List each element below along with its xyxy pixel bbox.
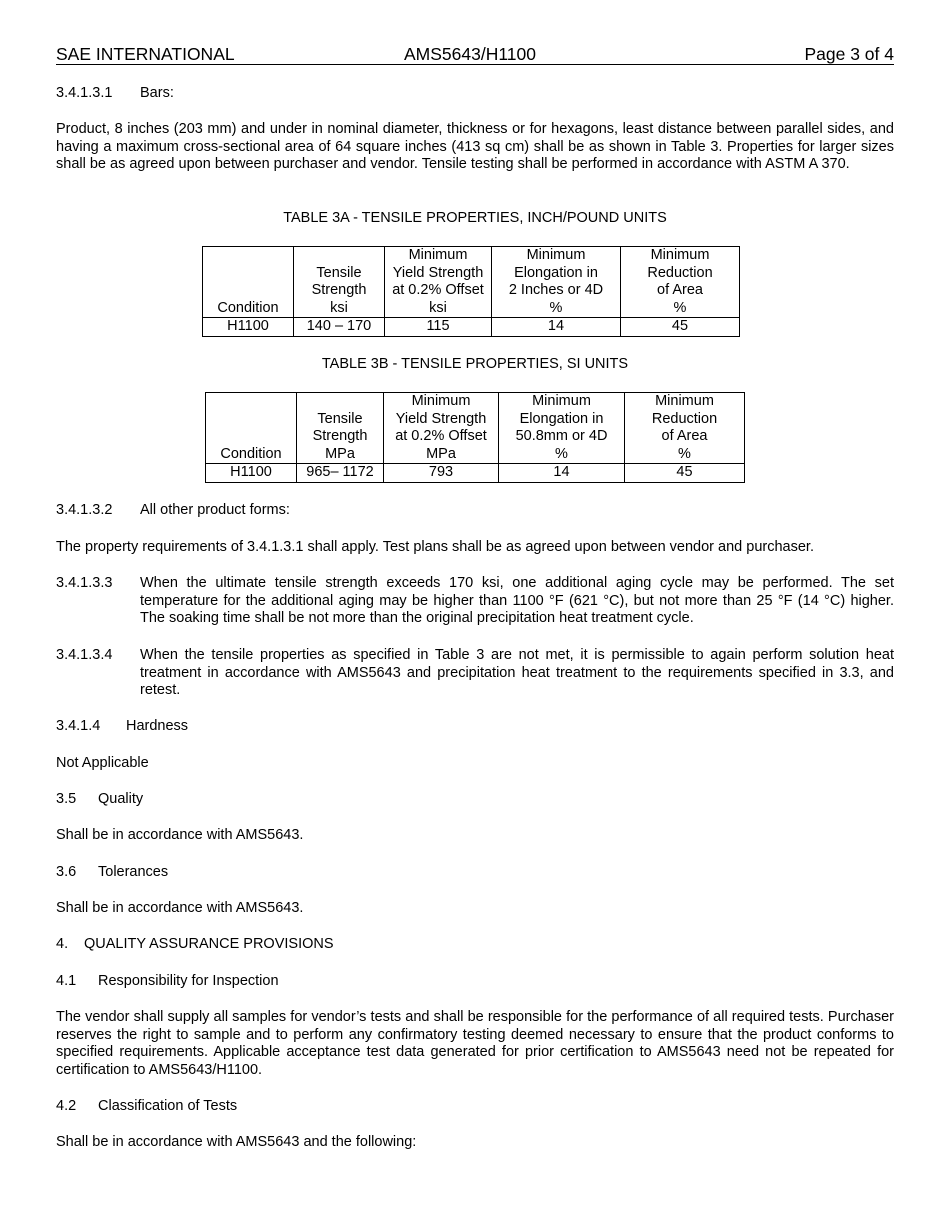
section-number: 3.4.1.3.2	[56, 502, 113, 518]
cell-reduction-of-area: 45	[621, 318, 740, 337]
tolerances-text: Shall be in accordance with AMS5643.	[56, 900, 304, 916]
cell-elongation: 14	[492, 318, 621, 337]
section-heading-3-4-1-4	[56, 718, 894, 736]
classification-text: Shall be in accordance with AMS5643 and the following:	[56, 1134, 417, 1150]
col-header-condition: Condition	[203, 247, 294, 318]
other-forms-paragraph: The property requirements of 3.4.1.3.1 shall apply. Test plans shall be as agreed upon between vendor and purchaser.	[56, 539, 814, 555]
cell-condition: H1100	[203, 318, 294, 337]
cell-yield-strength: 793	[384, 464, 499, 483]
section-number: 4.2	[56, 1098, 77, 1114]
col-header-yield-strength: Minimum Yield Strength at 0.2% Offset MPa	[384, 393, 499, 464]
section-heading-3-4-1-3-2	[56, 502, 894, 520]
section-title: Classification of Tests	[98, 1098, 238, 1114]
cell-tensile-strength: 965– 1172	[297, 464, 384, 483]
section-title: QUALITY ASSURANCE PROVISIONS	[84, 936, 334, 952]
section-heading-3-6	[56, 864, 894, 882]
col-header-reduction-of-area: Minimum Reduction of Area %	[621, 247, 740, 318]
col-header-reduction-of-area: Minimum Reduction of Area %	[625, 393, 745, 464]
table-3a-caption: TABLE 3A - TENSILE PROPERTIES, INCH/POUND UNITS	[283, 210, 667, 226]
section-number: 3.6	[56, 864, 77, 880]
cell-condition: H1100	[206, 464, 297, 483]
responsibility-paragraph: The vendor shall supply all samples for vendor’s tests and shall be responsible for the performance of all required tests. Purchaser reserves the right to sample and to perform any confirmatory testing deemed necessary to ensure that the product conforms to specified requirements. Applicable acceptance test data generated for prior certification to AMS5643 need not be repeated for certification to AMS5643/H1100.	[56, 1009, 894, 1078]
section-3-4-1-3-3-text: When the ultimate tensile strength exceeds 170 ksi, one additional aging cycle may be performed. The set temperature for the additional aging may be higher than 1100 °F (621 °C), but not more than 25 °F (14 °C) higher. The soaking time shall be not more than the original precipitation heat treatment cycle.	[140, 575, 894, 626]
col-header-elongation: Minimum Elongation in 2 Inches or 4D %	[492, 247, 621, 318]
section-title: Hardness	[126, 718, 189, 734]
cell-tensile-strength: 140 – 170	[294, 318, 385, 337]
section-title: All other product forms:	[140, 502, 290, 518]
header-page-number: Page 3 of 4	[804, 44, 894, 64]
section-3-4-1-3-4-text: When the tensile properties as specified in Table 3 are not met, it is permissible to again perform solution heat treatment in accordance with AMS5643 and precipitation heat treatment to the requirements specified in 3.3, and retest.	[140, 647, 894, 698]
section-heading-4-2	[56, 1098, 894, 1116]
cell-reduction-of-area: 45	[625, 464, 745, 483]
col-header-condition: Condition	[206, 393, 297, 464]
section-number: 4.	[56, 936, 69, 952]
table-3a	[202, 246, 740, 337]
section-title: Responsibility for Inspection	[98, 973, 279, 989]
cell-elongation: 14	[499, 464, 625, 483]
quality-text: Shall be in accordance with AMS5643.	[56, 827, 304, 843]
header-org: SAE INTERNATIONAL	[56, 44, 235, 64]
col-header-tensile-strength: Tensile Strength ksi	[294, 247, 385, 318]
table-header-row	[206, 393, 745, 464]
bars-paragraph: Product, 8 inches (203 mm) and under in nominal diameter, thickness or for hexagons, least distance between parallel sides, and having a maximum cross-sectional area of 64 square inches (413 sq cm) shall be as shown in Table 3. Properties for larger sizes shall be as agreed upon between purchaser and vendor. Tensile testing shall be performed in accordance with ASTM A 370.	[56, 121, 894, 172]
hardness-text: Not Applicable	[56, 755, 149, 771]
header-doc-id: AMS5643/H1100	[404, 44, 536, 64]
section-title: Tolerances	[98, 864, 169, 880]
section-number: 3.4.1.4	[56, 718, 101, 734]
section-number: 4.1	[56, 973, 77, 989]
section-number: 3.4.1.3.1	[56, 85, 113, 101]
col-header-yield-strength: Minimum Yield Strength at 0.2% Offset ksi	[385, 247, 492, 318]
section-heading-4-1	[56, 973, 894, 991]
table-header-row	[203, 247, 740, 318]
section-heading-4	[56, 936, 894, 954]
section-number: 3.4.1.3.4	[56, 647, 113, 663]
table-3b-caption: TABLE 3B - TENSILE PROPERTIES, SI UNITS	[321, 356, 629, 372]
col-header-elongation: Minimum Elongation in 50.8mm or 4D %	[499, 393, 625, 464]
section-title: Bars:	[140, 85, 174, 101]
section-heading-3-5	[56, 791, 894, 809]
table-3b	[205, 392, 745, 483]
page-header	[56, 44, 894, 65]
col-header-tensile-strength: Tensile Strength MPa	[297, 393, 384, 464]
section-title: Quality	[98, 791, 144, 807]
cell-yield-strength: 115	[385, 318, 492, 337]
section-heading-3-4-1-3-1	[56, 85, 894, 103]
table-row	[206, 464, 745, 483]
section-number: 3.5	[56, 791, 77, 807]
section-number: 3.4.1.3.3	[56, 575, 113, 591]
table-row	[203, 318, 740, 337]
